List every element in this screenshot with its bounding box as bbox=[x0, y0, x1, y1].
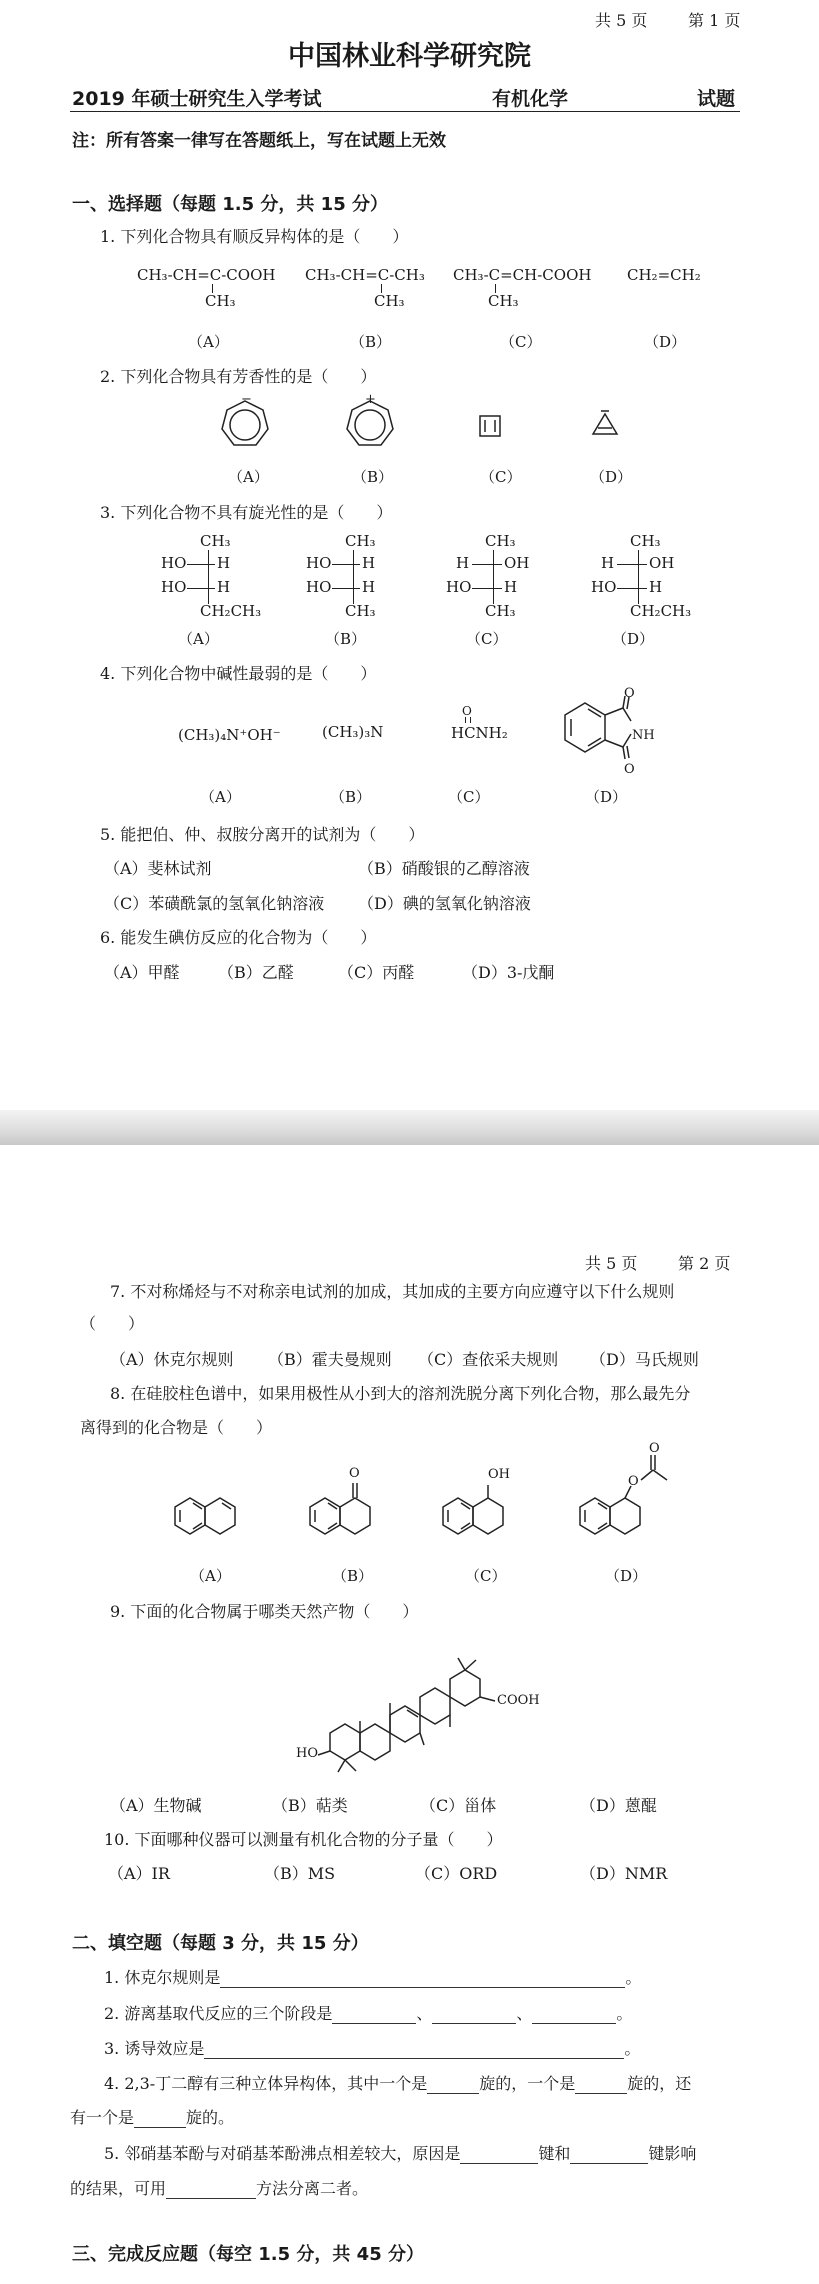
q7-option-b: （B）霍夫曼规则 bbox=[268, 1350, 392, 1369]
fill-2-blank-1[interactable] bbox=[332, 2006, 416, 2024]
question-8-stem-2: 离得到的化合物是（ ） bbox=[80, 1418, 273, 1437]
q8-label-b: （B） bbox=[332, 1567, 374, 1585]
fill-5-line-2: 的结果，可用 方法分离二者。 bbox=[70, 2179, 369, 2198]
q4-label-a: （A） bbox=[200, 788, 241, 806]
q4-option-b-formula: (CH₃)₃N bbox=[322, 723, 384, 741]
fill-5-line-1: 5. 邻硝基苯酚与对硝基苯酚沸点相差较大，原因是 键和 键影响 bbox=[104, 2144, 697, 2163]
q4-d-oxygen-top: O bbox=[624, 686, 635, 701]
fill-4-line-1: 4. 2,3-丁二醇有三种立体异构体，其中一个是 旋的，一个是 旋的，还 bbox=[104, 2074, 692, 2093]
q8-label-d: （D） bbox=[605, 1567, 648, 1585]
fill-4-blank-2[interactable] bbox=[575, 2076, 627, 2094]
exam-page-2 bbox=[0, 1145, 819, 2284]
fill-4-blank-3[interactable] bbox=[134, 2110, 186, 2128]
page-number-2: 第 2 页 bbox=[678, 1254, 731, 1273]
q4-option-c-oxygen: O bbox=[462, 704, 472, 718]
q1-option-a-substituent: CH₃ bbox=[205, 292, 236, 310]
q1-c-bond bbox=[495, 284, 496, 293]
q1-option-c-substituent: CH₃ bbox=[488, 292, 519, 310]
q9-option-b: （B）萜类 bbox=[272, 1796, 348, 1815]
q3-option-b-fischer: CH₃ HO H HO H CH₃ bbox=[306, 532, 376, 620]
subject-name: 有机化学 bbox=[492, 88, 569, 110]
question-10-stem: 10. 下面哪种仪器可以测量有机化合物的分子量（ ） bbox=[104, 1830, 503, 1849]
q9-hydroxyl: HO bbox=[296, 1746, 318, 1761]
q5-option-d: （D）碘的氢氧化钠溶液 bbox=[358, 894, 531, 913]
triterpenoid-acid-structure bbox=[290, 1633, 550, 1783]
section-2-title: 二、填空题（每题 3 分，共 15 分） bbox=[72, 1933, 369, 1954]
q2-label-a: （A） bbox=[228, 468, 269, 486]
q3-option-a-fischer: CH₃ HO H HO H CH₂CH₃ bbox=[161, 532, 262, 620]
q9-cooh: COOH bbox=[497, 1693, 540, 1708]
tetralyl-acetate-structure bbox=[575, 1440, 685, 1550]
question-2-stem: 2. 下列化合物具有芳香性的是（ ） bbox=[100, 367, 377, 386]
fill-2-blank-2[interactable] bbox=[432, 2006, 516, 2024]
q1-label-c: （C） bbox=[500, 333, 542, 351]
q1-a-bond bbox=[212, 284, 213, 293]
page-count: 共 5 页 bbox=[595, 11, 648, 30]
q10-option-b: （B）MS bbox=[264, 1864, 336, 1883]
q7-option-d: （D）马氏规则 bbox=[590, 1350, 699, 1369]
fill-1: 1. 休克尔规则是 。 bbox=[104, 1968, 642, 1987]
q3-option-d-fischer: CH₃ H OH HO H CH₂CH₃ bbox=[591, 532, 692, 620]
q1-label-a: （A） bbox=[188, 333, 229, 351]
q5-option-c: （C）苯磺酰氯的氢氧化钠溶液 bbox=[104, 894, 325, 913]
q8-d-ester-oxygen: O bbox=[628, 1474, 639, 1489]
fill-5-blank-2[interactable] bbox=[570, 2146, 648, 2164]
q5-option-a: （A）斐林试剂 bbox=[104, 859, 212, 878]
q1-label-b: （B） bbox=[350, 333, 392, 351]
q3-label-d: （D） bbox=[612, 630, 655, 648]
fill-3-blank[interactable] bbox=[204, 2041, 624, 2059]
q5-option-b: （B）硝酸银的乙醇溶液 bbox=[358, 859, 530, 878]
fill-5-blank-3[interactable] bbox=[166, 2181, 256, 2199]
cyclopropenyl-structure bbox=[590, 410, 620, 438]
question-9-stem: 9. 下面的化合物属于哪类天然产物（ ） bbox=[110, 1602, 419, 1621]
q4-d-nh: NH bbox=[632, 728, 655, 743]
q8-d-carbonyl-oxygen: O bbox=[649, 1441, 660, 1456]
fill-2-blank-3[interactable] bbox=[532, 2006, 616, 2024]
question-3-stem: 3. 下列化合物不具有旋光性的是（ ） bbox=[100, 503, 393, 522]
fill-5-blank-1[interactable] bbox=[460, 2146, 538, 2164]
exam-name: 2019 年硕士研究生入学考试 bbox=[72, 88, 322, 110]
q4-label-b: （B） bbox=[330, 788, 372, 806]
q9-option-a: （A）生物碱 bbox=[110, 1796, 202, 1815]
q6-option-c: （C）丙醛 bbox=[338, 963, 415, 982]
q8-label-a: （A） bbox=[190, 1567, 231, 1585]
q1-option-a-formula: CH₃-CH=C-COOH bbox=[137, 266, 276, 284]
question-4-stem: 4. 下列化合物中碱性最弱的是（ ） bbox=[100, 664, 377, 683]
q2-label-b: （B） bbox=[352, 468, 394, 486]
q3-label-b: （B） bbox=[325, 630, 367, 648]
dihydronaphthalene-structure bbox=[170, 1490, 260, 1550]
q10-option-c: （C）ORD bbox=[415, 1864, 498, 1883]
q1-b-bond bbox=[381, 284, 382, 293]
q7-option-a: （A）休克尔规则 bbox=[110, 1350, 234, 1369]
q1-option-b-formula: CH₃-CH=C-CH₃ bbox=[305, 266, 425, 284]
question-7-stem: 7. 不对称烯烃与不对称亲电试剂的加成，其加成的主要方向应遵守以下什么规则 bbox=[110, 1282, 675, 1301]
q6-option-b: （B）乙醛 bbox=[218, 963, 294, 982]
q1-label-d: （D） bbox=[644, 333, 687, 351]
q8-c-hydroxyl: OH bbox=[488, 1467, 510, 1482]
q4-label-d: （D） bbox=[585, 788, 628, 806]
fill-4-line-2: 有一个是 旋的。 bbox=[70, 2108, 235, 2127]
fill-3: 3. 诱导效应是 。 bbox=[104, 2039, 641, 2058]
q6-option-d: （D）3-戊酮 bbox=[462, 963, 555, 982]
q4-label-c: （C） bbox=[448, 788, 490, 806]
tetralol-structure bbox=[438, 1455, 528, 1550]
q9-option-d: （D）蒽醌 bbox=[580, 1796, 657, 1815]
question-8-stem: 8. 在硅胶柱色谱中，如果用极性从小到大的溶剂洗脱分离下列化合物，那么最先分 bbox=[110, 1384, 691, 1403]
exam-page-1 bbox=[0, 0, 819, 1110]
school-title: 中国林业科学研究院 bbox=[288, 41, 531, 72]
q3-option-c-fischer: CH₃ H OH HO H CH₃ bbox=[446, 532, 530, 620]
q7-option-c: （C）查依采夫规则 bbox=[418, 1350, 559, 1369]
q10-option-d: （D）NMR bbox=[580, 1864, 668, 1883]
q2-label-c: （C） bbox=[480, 468, 522, 486]
q4-option-a-formula: (CH₃)₄N⁺OH⁻ bbox=[178, 726, 281, 744]
q2-a-charge: − bbox=[241, 392, 252, 407]
q3-label-c: （C） bbox=[466, 630, 508, 648]
page-count-2: 共 5 页 bbox=[585, 1254, 638, 1273]
answer-note: 注：所有答案一律写在答题纸上，写在试题上无效 bbox=[72, 131, 446, 151]
q8-label-c: （C） bbox=[465, 1567, 507, 1585]
page-number: 第 1 页 bbox=[688, 11, 741, 30]
q6-option-a: （A）甲醛 bbox=[104, 963, 180, 982]
question-1-stem: 1. 下列化合物具有顺反异构体的是（ ） bbox=[100, 227, 409, 246]
page-separator bbox=[0, 1110, 819, 1145]
q3-label-a: （A） bbox=[178, 630, 219, 648]
fill-2: 2. 游离基取代反应的三个阶段是 、 、 。 bbox=[104, 2004, 633, 2023]
q1-option-c-formula: CH₃-C=CH-COOH bbox=[453, 266, 592, 284]
section-1-title: 一、选择题（每题 1.5 分，共 15 分） bbox=[72, 194, 389, 215]
q10-option-a: （A）IR bbox=[108, 1864, 170, 1883]
q4-c-double-bond bbox=[465, 717, 471, 723]
q9-option-c: （C）甾体 bbox=[420, 1796, 497, 1815]
q2-b-charge: + bbox=[365, 392, 376, 407]
header-rule bbox=[70, 111, 740, 112]
section-3-title: 三、完成反应题（每空 1.5 分，共 45 分） bbox=[72, 2244, 425, 2265]
q1-option-b-substituent: CH₃ bbox=[374, 292, 405, 310]
cyclobutadiene-structure bbox=[478, 414, 502, 438]
q1-option-d-formula: CH₂=CH₂ bbox=[627, 266, 701, 284]
q4-option-c-formula: HCNH₂ bbox=[451, 724, 508, 742]
question-5-stem: 5. 能把伯、仲、叔胺分离开的试剂为（ ） bbox=[100, 825, 425, 844]
q2-label-d: （D） bbox=[590, 468, 633, 486]
paper-label: 试题 bbox=[697, 88, 736, 110]
question-7-paren: （ ） bbox=[80, 1314, 145, 1333]
fill-1-blank[interactable] bbox=[220, 1970, 625, 1988]
question-6-stem: 6. 能发生碘仿反应的化合物为（ ） bbox=[100, 928, 377, 947]
fill-4-blank-1[interactable] bbox=[427, 2076, 479, 2094]
q4-d-oxygen-bottom: O bbox=[624, 762, 635, 777]
q8-b-oxygen: O bbox=[349, 1466, 360, 1481]
